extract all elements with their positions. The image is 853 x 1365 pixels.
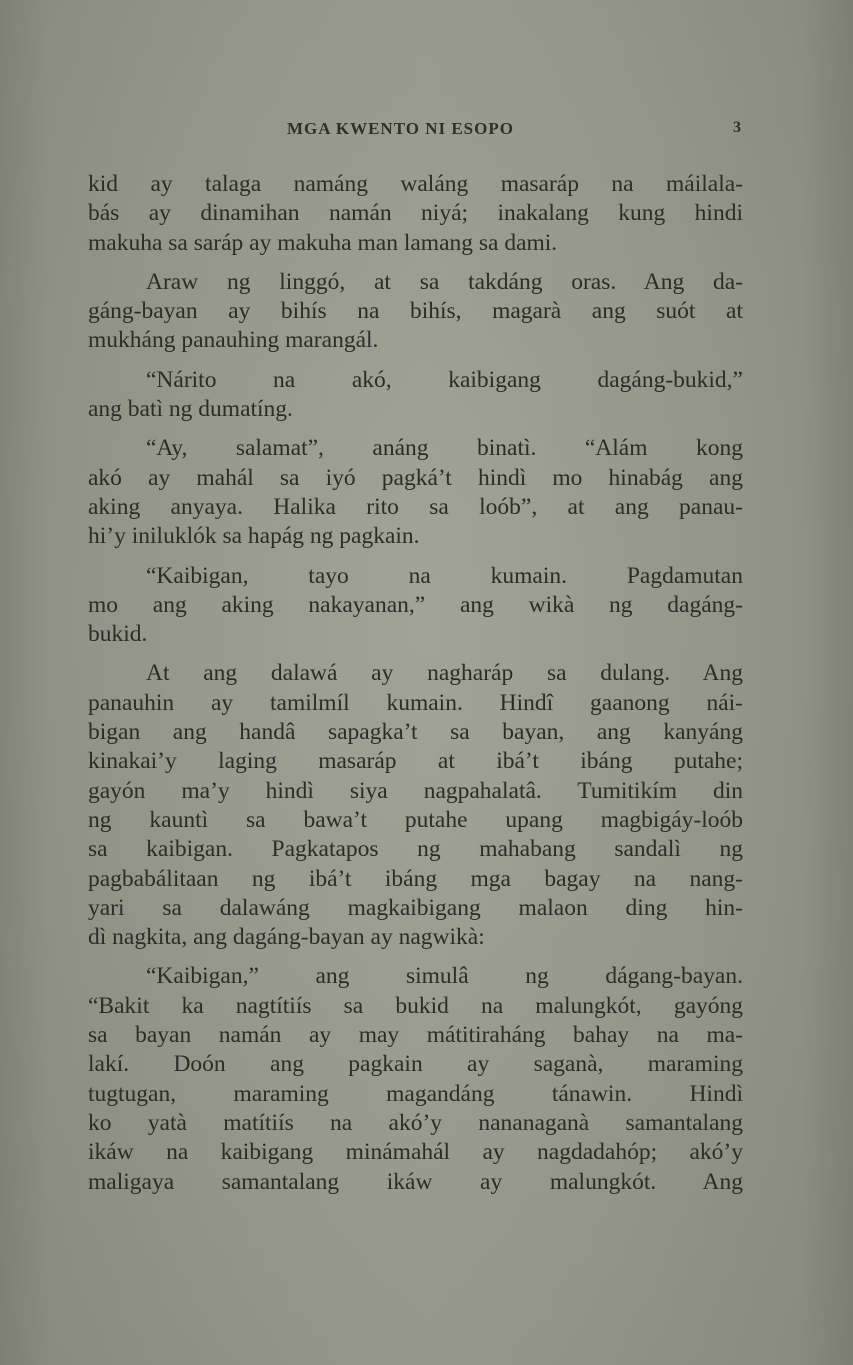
text-line: sa kaibigan. Pagkatapos ng mahabang sandalì ng [88,836,743,863]
paragraph-3 [88,366,743,425]
paragraph-7 [88,962,743,1196]
text-line: ang batì ng dumatíng. [88,396,293,423]
paragraph-6 [88,659,743,952]
running-header [0,119,853,143]
text-line: pagbabálitaan ng ibá’t ibáng mga bagay na nang- [88,865,743,892]
text-line: tugtugan, maraming magandáng tánawin. Hindì [88,1080,743,1107]
text-line: sa bayan namán ay may mátitiraháng bahay na ma- [88,1022,743,1049]
text-line: ko yatà matítiís na akó’y nananaganà samantalang [88,1109,743,1136]
text-line: “Nárito na akó, kaibigang dagáng-bukid,” [146,366,743,393]
text-line: dì nagkita, ang dagáng-bayan ay nagwikà: [88,924,485,951]
text-line: bás ay dinamihan namán niyá; inakalang kung hindi [88,200,743,227]
text-line: At ang dalawá ay nagharáp sa dulang. Ang [146,660,743,687]
text-line: ikáw na kaibigang minámahál ay nagdadahóp; akó’y [88,1139,743,1166]
text-line: mukháng panauhing marangál. [88,327,379,354]
text-line: akó ay mahál sa iyó pagká’t hindì mo hinabág ang [88,464,743,491]
text-line: panauhin ay tamilmíl kumain. Hindî gaanong nái- [88,689,743,716]
text-line: hi’y iniluklók sa hapág ng pagkain. [88,523,420,550]
paragraph-2 [88,268,743,356]
text-line: kinakai’y laging masaráp at ibá’t ibáng putahe; [88,748,743,775]
text-line: “Ay, salamat”, anáng binatì. “Alám kong [146,435,743,462]
text-line: Araw ng linggó, at sa takdáng oras. Ang da- [146,268,743,295]
text-line: “Kaibigan, tayo na kumain. Pagdamutan [146,562,743,589]
text-line: aking anyaya. Halika rito sa loób”, at ang panau- [88,493,743,520]
text-line: “Kaibigan,” ang simulâ ng dágang-bayan. [146,963,743,990]
running-title: MGA KWENTO NI ESOPO [287,119,514,138]
text-line: lakí. Doón ang pagkain ay saganà, maraming [88,1051,743,1078]
text-line: bukid. [88,621,148,648]
paragraph-5 [88,562,743,650]
paragraph-1 [88,170,743,258]
text-line: mo ang aking nakayanan,” ang wikà ng dagáng- [88,591,743,618]
text-line: yari sa dalawáng magkaibigang malaon ding hin- [88,894,743,921]
text-line: gayón ma’y hindì siya nagpahalatâ. Tumitikím din [88,777,743,804]
text-line: makuha sa saráp ay makuha man lamang sa dami. [88,229,558,256]
text-line: “Bakit ka nagtítiís sa bukid na malungkót, gayóng [88,992,743,1019]
paragraph-4 [88,434,743,551]
body-text [88,170,743,1207]
page-number: 3 [733,119,741,136]
text-line: bigan ang handâ sapagka’t sa bayan, ang kanyáng [88,719,743,746]
text-line: ng kauntì sa bawa’t putahe upang magbigáy-loób [88,806,743,833]
text-line: gáng-bayan ay bihís na bihís, magarà ang suót at [88,298,743,325]
text-line: maligaya samantalang ikáw ay malungkót. Ang [88,1168,743,1195]
text-line: kid ay talaga namáng waláng masaráp na máilala- [88,171,743,197]
